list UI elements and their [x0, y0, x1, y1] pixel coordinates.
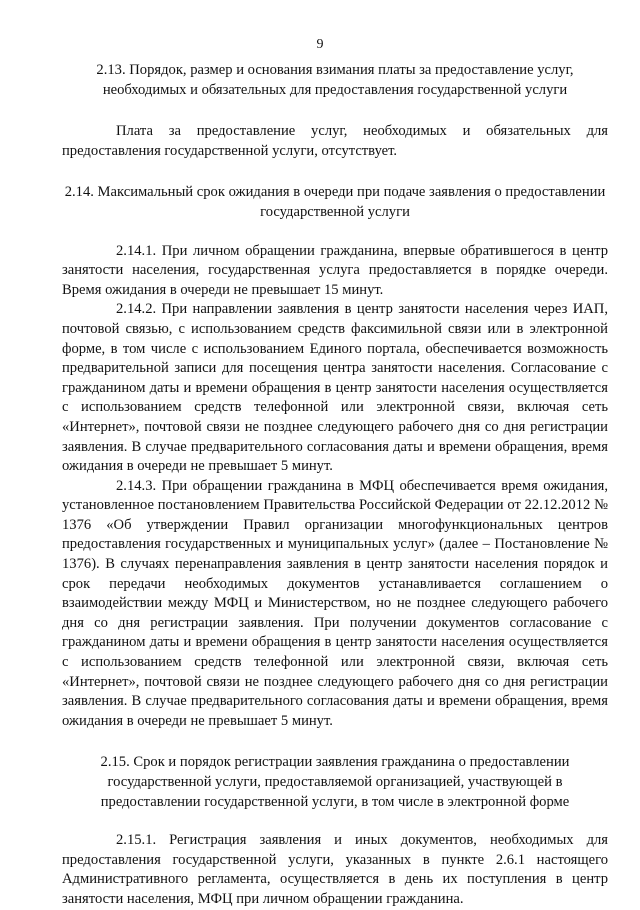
paragraph-2-13-text: Плата за предоставление услуг, необходимых и обязательных для предоставления государственной услуги, отсутствует.	[62, 123, 608, 159]
section-heading-2-15: 2.15. Срок и порядок регистрации заявления гражданина о предоставлении государственной услуги, предоставляемой организацией, участвующей в предоставлении государственной услуги, в том числе в электронной форме	[100, 754, 570, 810]
page-number: 9	[316, 37, 324, 52]
paragraph-2-15-1: 2.15.1. Регистрация заявления и иных документов, необходимых для предоставления государственной услуги, указанных в пункте 2.6.1 настоящего Административного регламента, осуществляется в день их поступления в центр занятости населения, МФЦ при личном обращении гражданина.	[62, 832, 608, 907]
section-heading-2-13: 2.13. Порядок, размер и основания взимания платы за предоставление услуг, необходимых и обязательных для предоставления государственной услуги	[96, 62, 574, 98]
paragraph-2-14-3: 2.14.3. При обращении гражданина в МФЦ обеспечивается время ожидания, установленное постановлением Правительства Российской Федерации от 22.12.2012 № 1376 «Об утверждении Правил организации многофункциональных центров предоставления государственных и муниципальных услуг» (далее – Постановление № 1376). В случаях перенаправления заявления в центр занятости населения порядок и срок передачи необходимых документов устанавливается соглашением о взаимодействии между МФЦ и Министерством, но не позднее следующего рабочего дня со дня регистрации заявления. При получении документов согласование с гражданином даты и времени обращения в центр занятости населения осуществляется с использованием средств телефонной или электронной связи, включая сеть «Интернет», почтовой связи не позднее следующего рабочего дня со дня регистрации заявления. В случае предварительного согласования даты и времени обращения, время ожидания в очереди не превышает 5 минут.	[62, 477, 608, 729]
document-body	[62, 61, 608, 910]
paragraph-2-14-2: 2.14.2. При направлении заявления в центр занятости населения через ИАП, почтовой связью, с использованием средств факсимильной связи или в электронной форме, в том числе с использованием Единого портала, обеспечивается возможность предварительной записи для посещения центра занятости населения. Согласование с гражданином даты и времени обращения в центр занятости населения осуществляется с использованием средств телефонной или электронной связи, включая сеть «Интернет», почтовой связи не позднее следующего рабочего дня со дня регистрации заявления. В случае предварительного согласования даты и времени обращения, время ожидания в очереди не превышает 5 минут.	[62, 301, 608, 475]
paragraph-2-14-1: 2.14.1. При личном обращении гражданина, впервые обратившегося в центр занятости населения, государственная услуга предоставляется в порядке очереди. Время ожидания в очереди не превышает 15 минут.	[62, 242, 608, 298]
section-heading-2-14: 2.14. Максимальный срок ожидания в очереди при подаче заявления о предоставлении государственной услуги	[64, 184, 606, 220]
